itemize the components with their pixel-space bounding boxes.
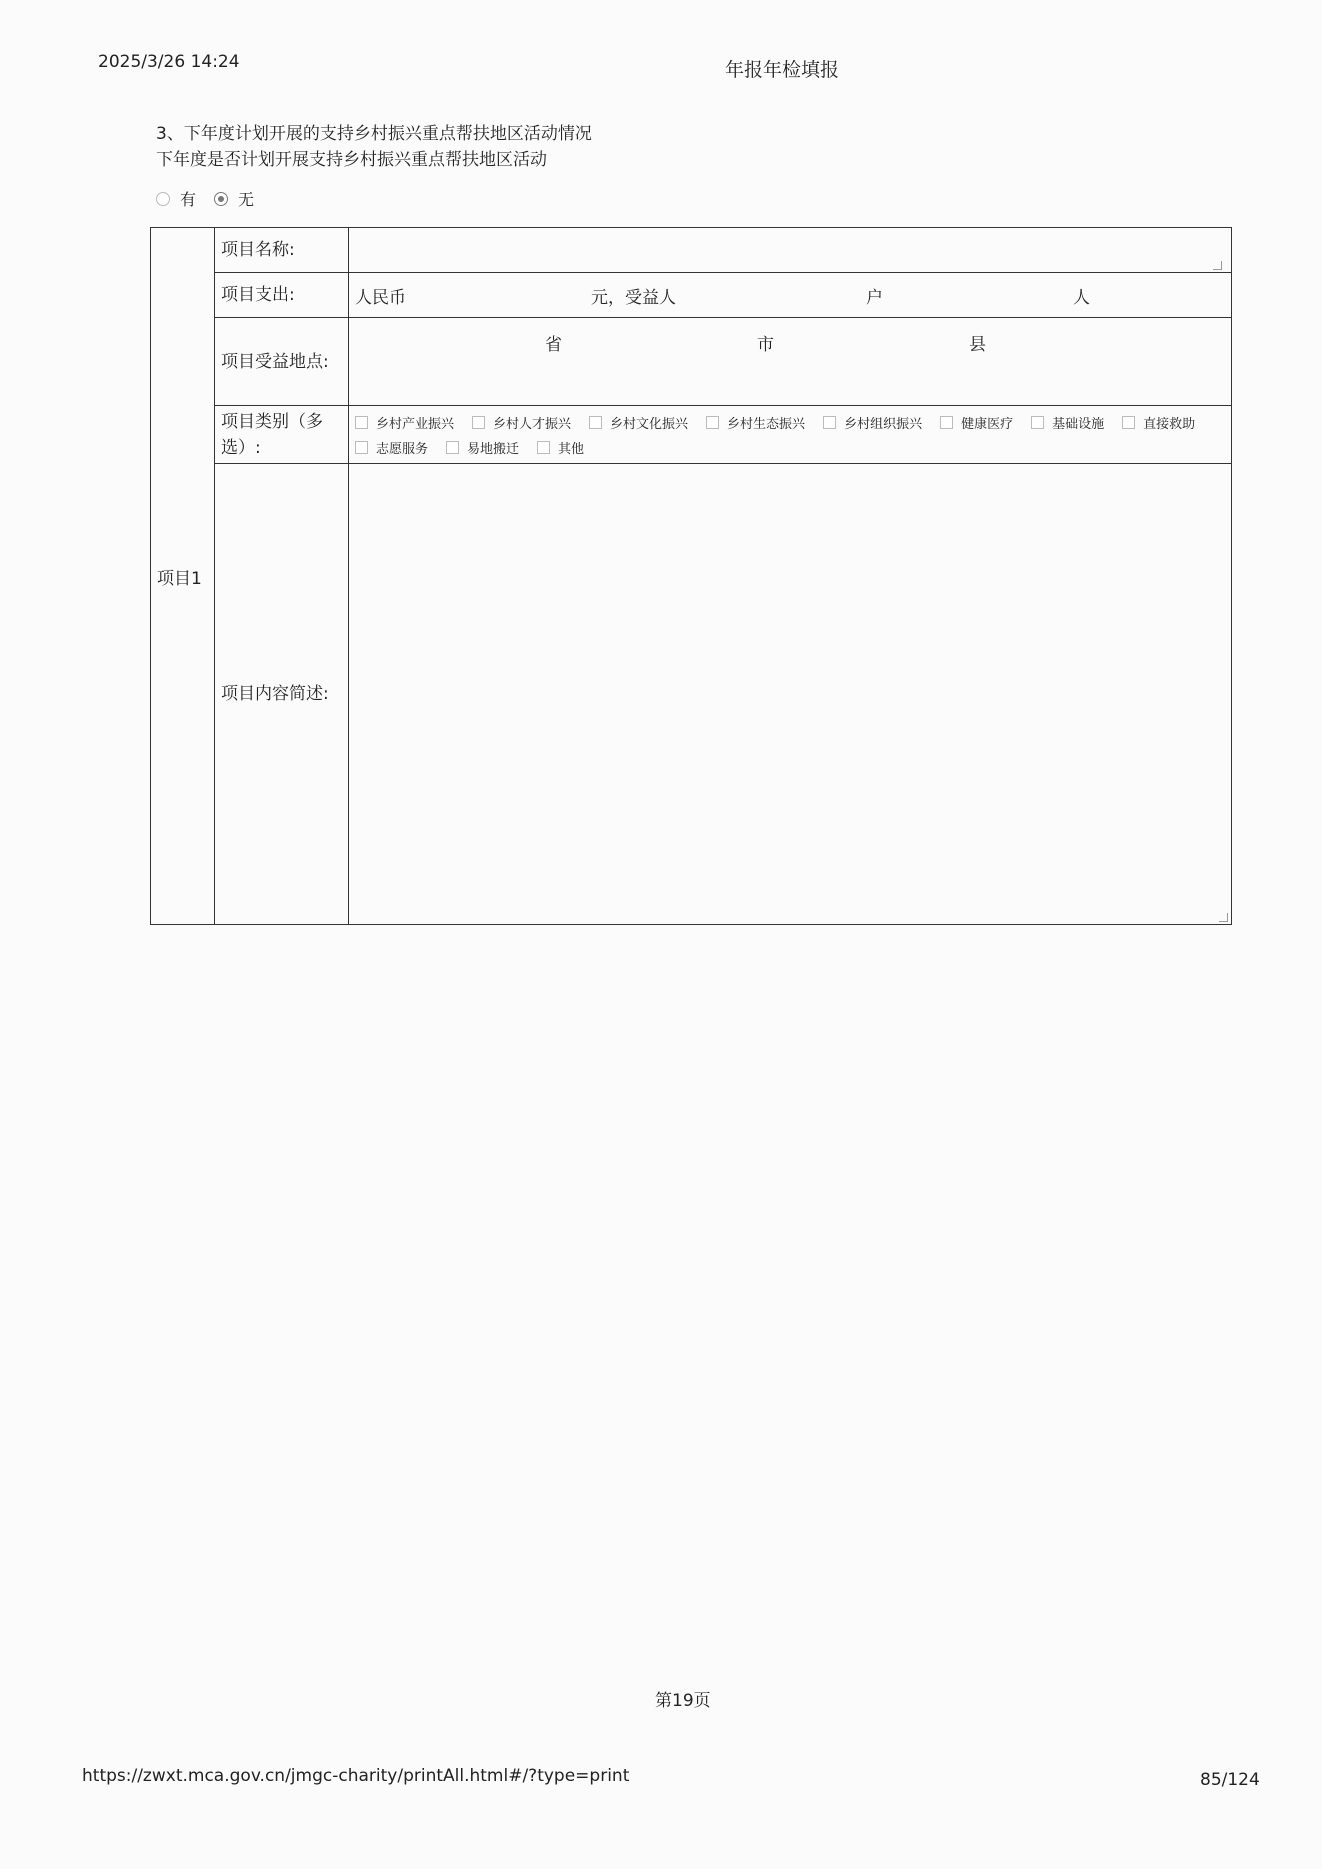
project-expense-label: 项目支出: [215, 273, 349, 318]
checkbox-icon [1122, 416, 1135, 429]
checkbox-icon [1031, 416, 1044, 429]
project-location-label: 项目受益地点: [215, 318, 349, 406]
category-option[interactable]: 其他 [537, 438, 584, 457]
category-option[interactable]: 志愿服务 [355, 438, 428, 457]
plan-radio-group [156, 187, 272, 210]
page-url: https://zwxt.mca.gov.cn/jmgc-charity/printAll.html#/?type=print [82, 1766, 630, 1786]
checkbox-icon [472, 416, 485, 429]
resize-grip-icon [1219, 913, 1228, 922]
category-option[interactable]: 健康医疗 [940, 413, 1013, 432]
radio-yes[interactable] [156, 192, 170, 206]
project-name-input[interactable] [349, 228, 1232, 273]
checkbox-icon [940, 416, 953, 429]
project-expense-row [349, 273, 1232, 318]
project-name-label: 项目名称: [215, 228, 349, 273]
page-title: 年报年检填报 [725, 59, 840, 81]
city-unit: 市 [757, 335, 774, 355]
resize-grip-icon [1213, 261, 1222, 270]
page-number: 第19页 [655, 1691, 711, 1711]
category-option[interactable]: 乡村生态振兴 [706, 413, 805, 432]
project-category-label: 项目类别（多选）: [215, 406, 349, 464]
print-datetime: 2025/3/26 14:24 [98, 52, 240, 72]
project-form-table [150, 227, 1232, 925]
county-unit: 县 [969, 335, 986, 355]
checkbox-icon [446, 441, 459, 454]
checkbox-icon [355, 441, 368, 454]
page-count: 85/124 [1200, 1770, 1260, 1790]
category-option[interactable]: 易地搬迁 [446, 438, 519, 457]
project-category-list [349, 406, 1232, 464]
province-unit: 省 [545, 335, 562, 355]
expense-unit: 元，受益人 [591, 287, 676, 308]
category-option[interactable]: 乡村组织振兴 [823, 413, 922, 432]
section-title: 3、下年度计划开展的支持乡村振兴重点帮扶地区活动情况 [156, 124, 592, 144]
radio-no[interactable] [214, 192, 228, 206]
checkbox-icon [355, 416, 368, 429]
expense-currency: 人民币 [355, 287, 406, 308]
category-option[interactable]: 乡村文化振兴 [589, 413, 688, 432]
checkbox-icon [706, 416, 719, 429]
category-option[interactable]: 乡村人才振兴 [472, 413, 571, 432]
checkbox-icon [589, 416, 602, 429]
radio-yes-label: 有 [180, 190, 197, 209]
checkbox-icon [537, 441, 550, 454]
category-option[interactable]: 直接救助 [1122, 413, 1195, 432]
section-question: 下年度是否计划开展支持乡村振兴重点帮扶地区活动 [156, 150, 547, 170]
checkbox-icon [823, 416, 836, 429]
project-label: 项目1 [151, 228, 215, 925]
project-content-textarea[interactable] [349, 464, 1232, 925]
radio-no-label: 无 [238, 190, 255, 209]
households-unit: 户 [866, 287, 883, 308]
category-option[interactable]: 基础设施 [1031, 413, 1104, 432]
project-location-row [349, 318, 1232, 406]
category-option[interactable]: 乡村产业振兴 [355, 413, 454, 432]
people-unit: 人 [1073, 287, 1090, 308]
project-content-label: 项目内容简述: [215, 464, 349, 925]
